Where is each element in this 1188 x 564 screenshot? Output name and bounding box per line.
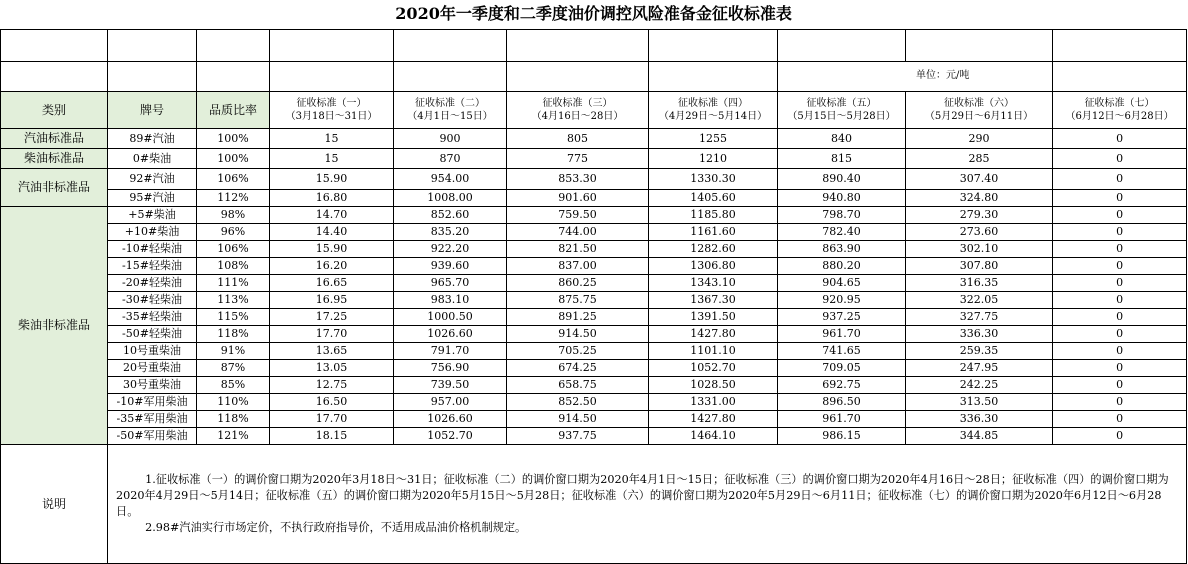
standard-1-cell[interactable]: 16.80 xyxy=(270,190,394,207)
standard-5-cell[interactable]: 782.40 xyxy=(778,224,906,241)
standard-1-cell[interactable]: 15.90 xyxy=(270,241,394,258)
brand-cell[interactable]: -50#军用柴油 xyxy=(108,428,197,445)
standard-1-cell[interactable]: 14.70 xyxy=(270,207,394,224)
standard-4-cell[interactable]: 1427.80 xyxy=(649,326,778,343)
ratio-cell[interactable]: 113% xyxy=(197,292,270,309)
standard-3-cell[interactable]: 837.00 xyxy=(507,258,649,275)
standard-4-cell[interactable]: 1210 xyxy=(649,149,778,169)
standard-5-cell[interactable]: 840 xyxy=(778,129,906,149)
standard-2-cell[interactable]: 1008.00 xyxy=(394,190,507,207)
standard-3-cell[interactable]: 891.25 xyxy=(507,309,649,326)
standard-5-cell[interactable]: 741.65 xyxy=(778,343,906,360)
brand-cell[interactable]: 30号重柴油 xyxy=(108,377,197,394)
standard-5-cell[interactable]: 709.05 xyxy=(778,360,906,377)
category-gasoline-standard[interactable]: 汽油标准品 xyxy=(1,129,108,149)
brand-cell[interactable]: 92#汽油 xyxy=(108,169,197,190)
standard-5-cell[interactable]: 920.95 xyxy=(778,292,906,309)
table-row xyxy=(1,309,1187,326)
ratio-cell[interactable]: 98% xyxy=(197,207,270,224)
ratio-cell[interactable]: 110% xyxy=(197,394,270,411)
header-ratio[interactable]: 品质比率 xyxy=(197,92,270,129)
standard-3-cell[interactable]: 744.00 xyxy=(507,224,649,241)
standard-4-cell[interactable]: 1343.10 xyxy=(649,275,778,292)
standard-2-cell[interactable]: 1000.50 xyxy=(394,309,507,326)
standard-1-cell[interactable]: 14.40 xyxy=(270,224,394,241)
ratio-cell[interactable]: 96% xyxy=(197,224,270,241)
standard-5-cell[interactable]: 986.15 xyxy=(778,428,906,445)
brand-cell[interactable]: -35#军用柴油 xyxy=(108,411,197,428)
standard-6-cell[interactable]: 336.30 xyxy=(906,326,1053,343)
brand-cell[interactable]: 10号重柴油 xyxy=(108,343,197,360)
header-brand[interactable]: 牌号 xyxy=(108,92,197,129)
standard-3-cell[interactable]: 853.30 xyxy=(507,169,649,190)
standard-5-cell[interactable]: 961.70 xyxy=(778,326,906,343)
standard-2-cell[interactable]: 1026.60 xyxy=(394,326,507,343)
standard-6-cell[interactable]: 247.95 xyxy=(906,360,1053,377)
category-diesel-nonstandard[interactable]: 柴油非标准品 xyxy=(1,207,108,445)
standard-3-cell[interactable]: 821.50 xyxy=(507,241,649,258)
standard-7-cell[interactable]: 0 xyxy=(1053,343,1187,360)
ratio-cell[interactable]: 106% xyxy=(197,241,270,258)
brand-cell[interactable]: 20号重柴油 xyxy=(108,360,197,377)
header-standard-6[interactable]: 征收标准（六） （5月29日～6月11日） xyxy=(906,92,1053,129)
header-standard-2[interactable]: 征收标准（二） （4月1日～15日） xyxy=(394,92,507,129)
standard-7-cell[interactable]: 0 xyxy=(1053,428,1187,445)
standard-2-cell[interactable]: 939.60 xyxy=(394,258,507,275)
standard-1-cell[interactable]: 18.15 xyxy=(270,428,394,445)
standard-2-cell[interactable]: 922.20 xyxy=(394,241,507,258)
header-standard-1[interactable]: 征收标准（一） （3月18日～31日） xyxy=(270,92,394,129)
standard-1-cell[interactable]: 15 xyxy=(270,129,394,149)
standard-7-cell[interactable]: 0 xyxy=(1053,394,1187,411)
standard-4-cell[interactable]: 1331.00 xyxy=(649,394,778,411)
standard-1-cell[interactable]: 16.20 xyxy=(270,258,394,275)
brand-cell[interactable]: 95#汽油 xyxy=(108,190,197,207)
table-row xyxy=(1,190,1187,207)
table-row xyxy=(1,343,1187,360)
standard-4-cell[interactable]: 1028.50 xyxy=(649,377,778,394)
standard-2-cell[interactable]: 835.20 xyxy=(394,224,507,241)
table-row xyxy=(1,129,1187,149)
standard-3-cell[interactable]: 937.75 xyxy=(507,428,649,445)
standard-5-cell[interactable]: 815 xyxy=(778,149,906,169)
standard-1-cell[interactable]: 16.65 xyxy=(270,275,394,292)
ratio-cell[interactable]: 118% xyxy=(197,411,270,428)
standard-7-cell[interactable]: 0 xyxy=(1053,292,1187,309)
note-line-2: 2.98#汽油实行市场定价，不执行政府指导价，不适用成品油价格机制规定。 xyxy=(145,521,527,534)
brand-cell[interactable]: +5#柴油 xyxy=(108,207,197,224)
header-standard-4[interactable]: 征收标准（四） （4月29日～5月14日） xyxy=(649,92,778,129)
table-row xyxy=(1,428,1187,445)
standard-2-cell[interactable]: 756.90 xyxy=(394,360,507,377)
standard-2-cell[interactable]: 870 xyxy=(394,149,507,169)
standard-1-cell[interactable]: 16.95 xyxy=(270,292,394,309)
standard-4-cell[interactable]: 1391.50 xyxy=(649,309,778,326)
header-standard-3[interactable]: 征收标准（三） （4月16日～28日） xyxy=(507,92,649,129)
standard-6-cell[interactable]: 279.30 xyxy=(906,207,1053,224)
standard-6-cell[interactable]: 302.10 xyxy=(906,241,1053,258)
standard-2-cell[interactable]: 965.70 xyxy=(394,275,507,292)
ratio-cell[interactable]: 106% xyxy=(197,169,270,190)
standard-2-cell[interactable]: 739.50 xyxy=(394,377,507,394)
standard-4-cell[interactable]: 1282.60 xyxy=(649,241,778,258)
ratio-cell[interactable]: 100% xyxy=(197,149,270,169)
standard-2-cell[interactable]: 983.10 xyxy=(394,292,507,309)
ratio-cell[interactable]: 111% xyxy=(197,275,270,292)
standard-4-cell[interactable]: 1367.30 xyxy=(649,292,778,309)
standard-7-cell[interactable]: 0 xyxy=(1053,377,1187,394)
standard-5-cell[interactable]: 940.80 xyxy=(778,190,906,207)
standard-6-cell[interactable]: 316.35 xyxy=(906,275,1053,292)
table-row xyxy=(1,394,1187,411)
standard-7-cell[interactable]: 0 xyxy=(1053,169,1187,190)
standard-6-cell[interactable]: 273.60 xyxy=(906,224,1053,241)
ratio-cell[interactable]: 100% xyxy=(197,129,270,149)
table-row xyxy=(1,275,1187,292)
standard-3-cell[interactable]: 805 xyxy=(507,129,649,149)
standard-4-cell[interactable]: 1052.70 xyxy=(649,360,778,377)
page-title: 2020年一季度和二季度油价调控风险准备金征收标准表 xyxy=(1,0,1187,30)
standard-1-cell[interactable]: 13.65 xyxy=(270,343,394,360)
standard-6-cell[interactable]: 336.30 xyxy=(906,411,1053,428)
table-row xyxy=(1,326,1187,343)
standard-2-cell[interactable]: 954.00 xyxy=(394,169,507,190)
standard-6-cell[interactable]: 242.25 xyxy=(906,377,1053,394)
standard-5-cell[interactable]: 798.70 xyxy=(778,207,906,224)
standard-4-cell[interactable]: 1306.80 xyxy=(649,258,778,275)
standard-6-cell[interactable]: 327.75 xyxy=(906,309,1053,326)
unit-row xyxy=(1,62,1187,92)
brand-cell[interactable]: -50#轻柴油 xyxy=(108,326,197,343)
standard-6-cell[interactable]: 259.35 xyxy=(906,343,1053,360)
standard-1-cell[interactable]: 15 xyxy=(270,149,394,169)
standard-4-cell[interactable]: 1427.80 xyxy=(649,411,778,428)
standard-7-cell[interactable]: 0 xyxy=(1053,411,1187,428)
blank-row xyxy=(1,30,1187,62)
standard-6-cell[interactable]: 344.85 xyxy=(906,428,1053,445)
standard-4-cell[interactable]: 1255 xyxy=(649,129,778,149)
notes-label[interactable]: 说明 xyxy=(1,445,108,564)
ratio-cell[interactable]: 115% xyxy=(197,309,270,326)
standard-7-cell[interactable]: 0 xyxy=(1053,326,1187,343)
brand-cell[interactable]: -20#轻柴油 xyxy=(108,275,197,292)
standard-7-cell[interactable]: 0 xyxy=(1053,360,1187,377)
header-standard-5[interactable]: 征收标准（五） （5月15日～5月28日） xyxy=(778,92,906,129)
brand-cell[interactable]: 0#柴油 xyxy=(108,149,197,169)
standard-5-cell[interactable]: 863.90 xyxy=(778,241,906,258)
ratio-cell[interactable]: 91% xyxy=(197,343,270,360)
standard-5-cell[interactable]: 904.65 xyxy=(778,275,906,292)
brand-cell[interactable]: +10#柴油 xyxy=(108,224,197,241)
standard-4-cell[interactable]: 1101.10 xyxy=(649,343,778,360)
standard-3-cell[interactable]: 852.50 xyxy=(507,394,649,411)
standard-1-cell[interactable]: 16.50 xyxy=(270,394,394,411)
standard-7-cell[interactable]: 0 xyxy=(1053,129,1187,149)
standard-3-cell[interactable]: 674.25 xyxy=(507,360,649,377)
ratio-cell[interactable]: 118% xyxy=(197,326,270,343)
header-standard-7[interactable]: 征收标准（七） （6月12日～6月28日） xyxy=(1053,92,1187,129)
standard-3-cell[interactable]: 901.60 xyxy=(507,190,649,207)
standard-1-cell[interactable]: 13.05 xyxy=(270,360,394,377)
table-row xyxy=(1,169,1187,190)
standard-2-cell[interactable]: 1052.70 xyxy=(394,428,507,445)
standard-5-cell[interactable]: 896.50 xyxy=(778,394,906,411)
table-row xyxy=(1,207,1187,224)
standard-6-cell[interactable]: 322.05 xyxy=(906,292,1053,309)
standard-6-cell[interactable]: 285 xyxy=(906,149,1053,169)
ratio-cell[interactable]: 108% xyxy=(197,258,270,275)
standard-4-cell[interactable]: 1161.60 xyxy=(649,224,778,241)
standard-7-cell[interactable]: 0 xyxy=(1053,241,1187,258)
standard-6-cell[interactable]: 290 xyxy=(906,129,1053,149)
standard-5-cell[interactable]: 937.25 xyxy=(778,309,906,326)
notes-row xyxy=(1,445,1187,564)
standard-2-cell[interactable]: 900 xyxy=(394,129,507,149)
standard-2-cell[interactable]: 791.70 xyxy=(394,343,507,360)
note-line-1: 1.征收标准（一）的调价窗口期为2020年3月18日～31日；征收标准（二）的调价窗口期为2020年4月1日～15日；征收标准（三）的调价窗口期为2020年4月16日～28日；征收标准（四）的调价窗口期为2020年4月29日～5月14日；征收标准（五）的调价窗口期为2020年5月15日～5月28日；征收标准（六）的调价窗口期为2020年5月29日～6月11日；征收标准（七）的调价窗口期为2020年6月12日～6月28日。 xyxy=(116,473,1169,518)
standard-3-cell[interactable]: 860.25 xyxy=(507,275,649,292)
standard-4-cell[interactable]: 1464.10 xyxy=(649,428,778,445)
standard-7-cell[interactable]: 0 xyxy=(1053,190,1187,207)
unit-label: 单位：元/吨 xyxy=(778,62,1053,92)
brand-cell[interactable]: -15#轻柴油 xyxy=(108,258,197,275)
standard-7-cell[interactable]: 0 xyxy=(1053,224,1187,241)
standard-2-cell[interactable]: 852.60 xyxy=(394,207,507,224)
ratio-cell[interactable]: 85% xyxy=(197,377,270,394)
standard-1-cell[interactable]: 12.75 xyxy=(270,377,394,394)
standard-4-cell[interactable]: 1330.30 xyxy=(649,169,778,190)
standard-1-cell[interactable]: 17.70 xyxy=(270,411,394,428)
standard-7-cell[interactable]: 0 xyxy=(1053,258,1187,275)
table-row xyxy=(1,411,1187,428)
ratio-cell[interactable]: 121% xyxy=(197,428,270,445)
ratio-cell[interactable]: 87% xyxy=(197,360,270,377)
table-row xyxy=(1,292,1187,309)
brand-cell[interactable]: -10#军用柴油 xyxy=(108,394,197,411)
header-row xyxy=(1,92,1187,129)
header-category[interactable]: 类别 xyxy=(1,92,108,129)
standard-3-cell[interactable]: 875.75 xyxy=(507,292,649,309)
standard-1-cell[interactable]: 17.25 xyxy=(270,309,394,326)
standard-1-cell[interactable]: 15.90 xyxy=(270,169,394,190)
ratio-cell[interactable]: 112% xyxy=(197,190,270,207)
standard-6-cell[interactable]: 307.80 xyxy=(906,258,1053,275)
standard-5-cell[interactable]: 692.75 xyxy=(778,377,906,394)
brand-cell[interactable]: -30#轻柴油 xyxy=(108,292,197,309)
standard-3-cell[interactable]: 705.25 xyxy=(507,343,649,360)
table-row xyxy=(1,360,1187,377)
standard-3-cell[interactable]: 759.50 xyxy=(507,207,649,224)
standard-7-cell[interactable]: 0 xyxy=(1053,207,1187,224)
notes-text[interactable] xyxy=(108,445,1187,564)
standard-5-cell[interactable]: 890.40 xyxy=(778,169,906,190)
brand-cell[interactable]: 89#汽油 xyxy=(108,129,197,149)
table-row xyxy=(1,241,1187,258)
standard-3-cell[interactable]: 775 xyxy=(507,149,649,169)
standard-3-cell[interactable]: 914.50 xyxy=(507,326,649,343)
standard-1-cell[interactable]: 17.70 xyxy=(270,326,394,343)
standard-4-cell[interactable]: 1185.80 xyxy=(649,207,778,224)
standard-3-cell[interactable]: 658.75 xyxy=(507,377,649,394)
category-diesel-standard[interactable]: 柴油标准品 xyxy=(1,149,108,169)
standard-7-cell[interactable]: 0 xyxy=(1053,275,1187,292)
standard-6-cell[interactable]: 307.40 xyxy=(906,169,1053,190)
table-row xyxy=(1,258,1187,275)
table-row xyxy=(1,377,1187,394)
table-row xyxy=(1,149,1187,169)
standard-5-cell[interactable]: 880.20 xyxy=(778,258,906,275)
standard-5-cell[interactable]: 961.70 xyxy=(778,411,906,428)
standard-7-cell[interactable]: 0 xyxy=(1053,309,1187,326)
standard-6-cell[interactable]: 313.50 xyxy=(906,394,1053,411)
standard-3-cell[interactable]: 914.50 xyxy=(507,411,649,428)
standard-2-cell[interactable]: 1026.60 xyxy=(394,411,507,428)
standard-2-cell[interactable]: 957.00 xyxy=(394,394,507,411)
standard-4-cell[interactable]: 1405.60 xyxy=(649,190,778,207)
brand-cell[interactable]: -35#轻柴油 xyxy=(108,309,197,326)
category-gasoline-nonstandard[interactable]: 汽油非标准品 xyxy=(1,169,108,207)
table-row xyxy=(1,224,1187,241)
standard-6-cell[interactable]: 324.80 xyxy=(906,190,1053,207)
standard-7-cell[interactable]: 0 xyxy=(1053,149,1187,169)
brand-cell[interactable]: -10#轻柴油 xyxy=(108,241,197,258)
